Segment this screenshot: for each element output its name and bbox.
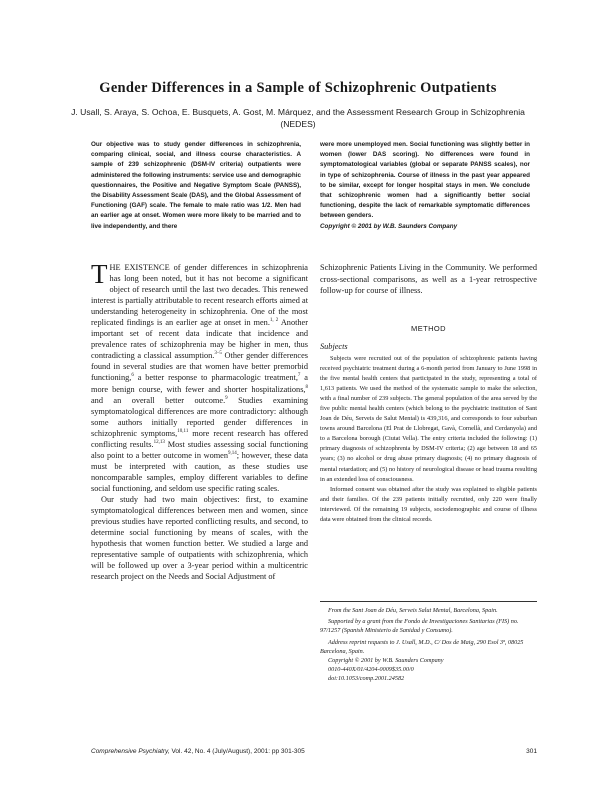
- abstract-copyright: Copyright © 2001 by W.B. Saunders Company: [320, 222, 458, 230]
- body-right-column: [320, 262, 537, 297]
- abstract-left-column: [91, 140, 301, 232]
- citation-ref: 1, 2: [269, 318, 279, 324]
- drop-cap: T: [91, 259, 108, 289]
- abstract-text-right: were more unemployed men. Social functioning was slightly better in women (lower DAS scoring). No differences were found in symptomatological variables (global or separate PANSS scales), nor in type of schizophrenia. Course of illness in the past year appeared to be similar, except for longer hospital stays in men. We conclude that schizophrenic women had a significantly better social functioning, despite the lack of remarkable symptomatic differences between genders.: [320, 141, 530, 220]
- subsection-heading-subjects: Subjects: [320, 342, 348, 351]
- footnote-funding: Supported by a grant from the Fondo de Investigaciones Sanitarias (FIS) no. 97/1257 (Spanish Ministerio de Sanidad y Consumo).: [320, 618, 519, 635]
- subjects-paragraph-1: Subjects were recruited out of the population of schizophrenic patients having received psychiatric treatment during a 6-month period from January to June 1998 in the five mental health centers that participated in the study, representing a total of 1,613 patients. We used the method of the systematic sample to make the selection, with a final number of 239 subjects. The general population of the area served by the five public mental health centers (which belong to the psychiatric institution of Sant Joan de Déu, Serveis de Salut Mental) is 439,316, and corresponds to four suburban towns around Barcelona (El Prat de Llobregat, Gavà, Cornellà, and Cerdanyola) and to a Barcelona borough (Ciutat Vella). The entry criteria included the following: (1) primary diagnosis of schizophrenia by DSM-IV criteria; (2) age between 18 and 65 years; (3) no alcohol or drug abuse primary diagnosis; (4) no primary diagnosis of mental retardation; and (5) no history of neurological disease or head trauma resulting in an extended loss of consciousness.: [320, 355, 537, 483]
- article-title: Gender Differences in a Sample of Schizophrenic Outpatients: [99, 80, 497, 96]
- footnote-copyright: Copyright © 2001 by W.B. Saunders Company: [328, 657, 444, 665]
- body-left-column: [91, 259, 309, 582]
- intro-paragraph-3: Schizophrenic Patients Living in the Community. We performed cross-sectional comparisons, as well as a 1-year retrospective follow-up for course of illness.: [320, 263, 537, 295]
- intro-paragraph-1: THE EXISTENCE of gender differences in schizophrenia has long been noted, but it has not become a significant object of research until the last two decades. This renewed interest is partially attributable to recent research efforts aimed at understanding heterogeneity in schizophrenia. One of the most replicated findings is an earlier age at onset in men.$^{1, 2}$ Another important set of recent data indicate that incidence and prevalence rates of schizophrenia may be higher in men, thus contradicting a classical assumption.$^{3-5}$ Other gender differences found in several studies are that women have better premorbid functioning,$^6$ a better response to pharmacologic treatment,$^7$ a more benign course, with fewer and shorter hospitalizations,$^8$ and an overall better outcome.$^9$ Studies examining symptomatological differences are more contradictory: although some authors initially reported gender differences in schizophrenic symptoms,$^{10,11}$ more recent research has offered conflicting results.$^{12,13}$ Most studies assessing social functioning also point to a better outcome in women$^{9,14}$; however, these data must be interpreted with caution, as these studies use noncomparable samples, employ different variables to define social functioning, and seldom use specific rating scales.: [91, 259, 309, 493]
- page-footer: [91, 748, 537, 755]
- journal-citation: Vol. 42, No. 4 (July/August), 2001: pp 301-305: [169, 748, 305, 755]
- footnote-doi: doi:10.1053/comp.2001.24582: [328, 675, 405, 683]
- intro-paragraph-2: Our study had two main objectives: first, to examine symptomatological differences between men and women, since previous studies have reported conflicting results, and second, to determine social functioning by means of scales, with the hypothesis that women function better. We studied a large and representative sample of outpatients with schizophrenia, which will be followed up over a 3-year period within a multicentric research project on the Needs and Social Adjustment of: [91, 494, 308, 582]
- abstract-right-column: [320, 140, 530, 232]
- citation-ref: 12,13: [153, 439, 165, 445]
- citation-ref: 6: [131, 373, 134, 379]
- citation-ref: 3–5: [214, 351, 222, 357]
- citation-ref: 9,14: [228, 451, 237, 457]
- footnotes: [320, 606, 537, 684]
- footnote-divider: [320, 601, 537, 602]
- subjects-text: [320, 354, 537, 525]
- citation-ref: 9: [225, 395, 228, 401]
- footnote-issn: 0010-440X/01/4204-0009$35.00/0: [328, 666, 414, 674]
- journal-name: Comprehensive Psychiatry,: [91, 748, 170, 755]
- citation-ref: 8: [305, 384, 308, 390]
- citation-ref: 7: [297, 373, 301, 379]
- footnote-affiliation: From the Sant Joan de Déu, Serveis Salut Mental, Barcelona, Spain.: [328, 607, 498, 614]
- page-number: 301: [526, 748, 537, 755]
- section-heading-method: METHOD: [411, 324, 446, 333]
- abstract-text-left: Our objective was to study gender differences in schizophrenia, comparing clinical, social, and illness course characteristics. A sample of 239 schizophrenic (DSM-IV criteria) outpatients were administered the following instruments: service use and demographic questionnaires, the Positive and Negative Symptom Scale (PANSS), the Disability Assessment Scale (DAS), and the Global Assessment of Functioning (GAF) scale. The female to male ratio was 1/2. Men had an earlier age at onset. Women were more likely to be married and to live independently, and there: [91, 141, 301, 230]
- author-list: J. Usall, S. Araya, S. Ochoa, E. Busquets, A. Gost, M. Márquez, and the Assessment Research Group in Schizophrenia (NEDES): [71, 107, 525, 129]
- citation-ref: 10,11: [177, 428, 189, 434]
- subjects-paragraph-2: Informed consent was obtained after the study was explained to eligible patients and their families. Of the 239 patients initially recruited, only 220 were finally interviewed. Of the remaining 19 subjects, sociodemographic and course of illness data were obtained from the clinical records.: [320, 485, 537, 523]
- footnote-address: Address reprint requests to J. Usall, M.D., C/ Dos de Maig, 290 Esol 3ª, 08025 Barcelona, Spain.: [320, 638, 524, 655]
